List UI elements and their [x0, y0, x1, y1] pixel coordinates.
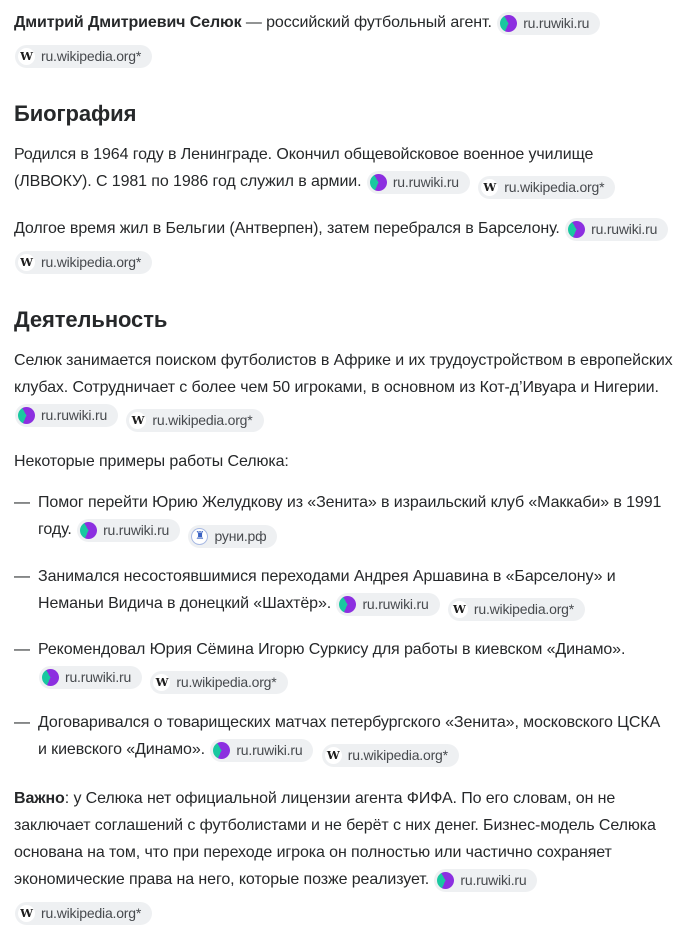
source-chip-wikipedia[interactable]: [15, 251, 152, 274]
ruwiki-logo-icon: [42, 669, 59, 686]
source-chip-label: ru.wikipedia.org*: [41, 254, 142, 270]
ruwiki-logo-icon: [500, 15, 517, 32]
wikipedia-w-icon: W: [481, 179, 498, 196]
wikipedia-w-icon: W: [325, 747, 342, 764]
bio-text-1: Родился в 1964 году в Ленинграде. Окончил общевойсковое военное училище (ЛВВОКУ). С 1981 по 1986 год служил в армии.: [14, 146, 594, 190]
subject-name: Дмитрий Дмитриевич Селюк: [14, 14, 242, 31]
source-chip-ruwiki[interactable]: [210, 739, 313, 762]
source-chip-wikipedia[interactable]: [478, 176, 615, 199]
bio-paragraph-2: [14, 215, 673, 276]
source-chip-ruwiki[interactable]: [434, 869, 537, 892]
ruwiki-logo-icon: [18, 407, 35, 424]
ruwiki-logo-icon: [339, 596, 356, 613]
intro-text: — российский футбольный агент.: [241, 14, 497, 31]
source-chip-wikipedia[interactable]: [15, 902, 152, 925]
source-chip-label: ru.ruwiki.ru: [236, 742, 303, 758]
ruwiki-logo-icon: [213, 742, 230, 759]
intro-paragraph: [14, 9, 673, 70]
source-chip-label: ru.wikipedia.org*: [41, 48, 142, 64]
ruwiki-logo-icon: [568, 221, 585, 238]
examples-list-intro: Некоторые примеры работы Селюка:: [14, 453, 289, 470]
list-item: [14, 636, 673, 696]
ruwiki-logo-icon: [437, 872, 454, 889]
source-chip-label: ru.wikipedia.org*: [347, 747, 448, 763]
source-chip-wikipedia[interactable]: [126, 409, 263, 432]
em-dash-bullet: —: [14, 568, 30, 585]
source-chip-label: ru.wikipedia.org*: [504, 179, 605, 195]
list-item: [14, 563, 673, 623]
source-chip-label: ru.ruwiki.ru: [392, 174, 459, 190]
source-chip-label: ru.ruwiki.ru: [103, 522, 170, 538]
wikipedia-w-icon: W: [451, 601, 468, 618]
list-item-text: Договаривался о товарищеских матчах петербургского «Зенита», московского ЦСКА и киевского «Динамо».: [38, 714, 661, 758]
source-chip-wikipedia[interactable]: [448, 598, 585, 621]
source-chip-label: ru.ruwiki.ru: [523, 15, 590, 31]
source-chip-label: ru.ruwiki.ru: [460, 872, 527, 888]
wikipedia-w-icon: W: [153, 674, 170, 691]
em-dash-bullet: —: [14, 714, 30, 731]
source-chip-ruwiki[interactable]: [497, 12, 600, 35]
list-item-text: Помог перейти Юрию Желудкову из «Зенита» в израильский клуб «Маккаби» в 1991 году.: [38, 494, 662, 538]
source-chip-ruwiki[interactable]: [77, 519, 180, 542]
source-chip-label: ru.ruwiki.ru: [41, 407, 108, 423]
source-chip-ruwiki[interactable]: [565, 218, 668, 241]
source-chip-label: ru.wikipedia.org*: [473, 601, 574, 617]
source-chip-label: руни.рф: [214, 528, 267, 544]
examples-list: [14, 489, 673, 769]
list-item-text: Рекомендовал Юрия Сёмина Игорю Суркису для работы в киевском «Динамо».: [38, 641, 626, 658]
source-chip-wikipedia[interactable]: [322, 744, 459, 767]
list-item: [14, 489, 673, 550]
source-chip-ruwiki[interactable]: [336, 593, 439, 616]
bio-paragraph-1: [14, 141, 673, 201]
source-chip-label: ru.wikipedia.org*: [176, 674, 277, 690]
source-chip-wikipedia[interactable]: [15, 45, 152, 68]
wikipedia-w-icon: W: [129, 412, 146, 429]
important-paragraph: [14, 785, 673, 927]
source-chip-runi[interactable]: [188, 525, 277, 548]
source-chip-label: ru.wikipedia.org*: [41, 905, 142, 921]
source-chip-label: ru.ruwiki.ru: [362, 596, 429, 612]
source-chip-ruwiki[interactable]: [39, 666, 142, 689]
section-heading-biography: Биография: [14, 101, 137, 126]
wikipedia-w-icon: W: [18, 254, 35, 271]
important-text: : у Селюка нет официальной лицензии агента ФИФА. По его словам, он не заключает соглашений с футболистами и не берёт с них денег. Бизнес-модель Селюка основана на том, что при переходе игрока он полностью или частично сохраняет экономические права на него, которые позже реализует.: [14, 790, 656, 888]
em-dash-bullet: —: [14, 494, 30, 511]
ruwiki-logo-icon: [370, 174, 387, 191]
list-item-text: Занимался несостоявшимися переходами Андрея Аршавина в «Барселону» и Неманьи Видича в донецкий «Шахтёр».: [38, 568, 616, 612]
activity-paragraph-1: [14, 347, 673, 434]
source-chip-wikipedia[interactable]: [150, 671, 287, 694]
section-heading-activity: Деятельность: [14, 307, 168, 332]
bio-text-2: Долгое время жил в Бельгии (Антверпен), затем перебрался в Барселону.: [14, 220, 565, 237]
wikipedia-w-icon: W: [18, 48, 35, 65]
wikipedia-w-icon: W: [18, 905, 35, 922]
source-chip-label: ru.wikipedia.org*: [152, 412, 253, 428]
source-chip-label: ru.ruwiki.ru: [65, 669, 132, 685]
em-dash-bullet: —: [14, 641, 30, 658]
ruwiki-logo-icon: [80, 522, 97, 539]
important-label: Важно: [14, 790, 65, 807]
runi-emblem-icon: ♜: [191, 528, 208, 545]
activity-text-1: Селюк занимается поиском футболистов в Африке и их трудоустройством в европейских клубах. Сотрудничает с более чем 50 игроками, в основном из Кот-д’Ивуара и Нигерии.: [14, 352, 673, 396]
source-chip-label: ru.ruwiki.ru: [591, 221, 658, 237]
source-chip-ruwiki[interactable]: [367, 171, 470, 194]
list-item: [14, 709, 673, 769]
source-chip-ruwiki[interactable]: [15, 404, 118, 427]
